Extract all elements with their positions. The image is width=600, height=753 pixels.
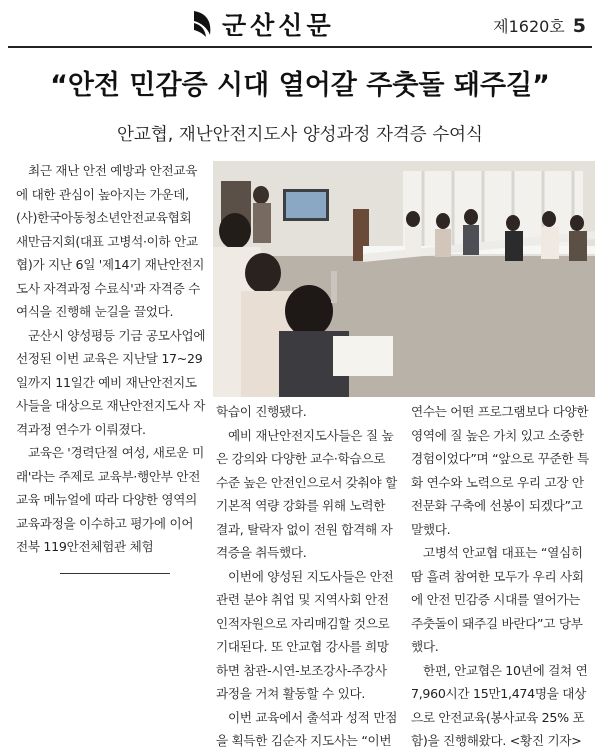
article-column-3	[411, 400, 593, 753]
paragraph: 최근 재난 안전 예방과 안전교육에 대한 관심이 높아지는 가운데, (사)한국아동청소년안전교육협회 새만금지회(대표 고병석·이하 안교협)가 지난 6일 '제14기 재난안전지도사 자격과정 수료식'과 자격증 수여식을 진행해 눈길을 끌었다.	[16, 163, 205, 319]
paragraph: 군산시 양성평등 기금 공모사업에 선정된 이번 교육은 지난달 17~29일까지 11일간 예비 재난안전지도사들을 대상으로 재난안전지도사 자격과정 연수가 이뤄졌다.	[16, 327, 206, 437]
paragraph: 학습이 진행됐다.	[216, 404, 307, 419]
paragraph: 연수는 어떤 프로그램보다 다양한 영역에 질 높은 가치 있고 소중한 경험이었다”며 “앞으로 꾸준한 특화 연수와 노력으로 우리 고장 안전문화 구축에 선봉이 되겠다”고 말했다.	[411, 404, 589, 537]
paragraph: 고병석 안교협 대표는 “열심히 땀 흘려 참여한 모두가 우리 사회에 안전 민감증 시대를 열어가는 주춧돌이 돼주길 바란다”고 당부했다.	[411, 545, 584, 654]
article-subhead: 안교협, 재난안전지도사 양성과정 자격증 수여식	[117, 125, 483, 145]
newspaper-logo-icon	[190, 9, 216, 39]
issue-number: 제1620호	[493, 17, 565, 36]
masthead	[0, 0, 600, 48]
paragraph: 교육은 '경력단절 여성, 새로운 미래'라는 주제로 교육부·행안부 안전교육 메뉴얼에 따라 다양한 영역의 교육과정을 이수하고 평가에 이어 전북 119안전체험관 체험	[16, 445, 204, 554]
article-headline: “안전 민감증 시대 열어갈 주춧돌 돼주길”	[50, 70, 550, 101]
newspaper-name: 군산신문	[222, 11, 335, 40]
issue-info	[493, 14, 586, 37]
paragraph: 이번에 양성된 지도사들은 안전 관련 분야 취업 및 지역사회 안전인적자원으로 자리매김할 것으로 기대된다. 또 안교협 강사를 희망하면 참관-시연-보조강사-주강사 과정을 거쳐 활동할 수 있다.	[216, 568, 394, 701]
article-column-2	[216, 400, 400, 753]
column-end-rule	[60, 573, 170, 574]
paragraph: 한편, 안교협은 10년에 걸쳐 연 7,960시간 15만1,474명을 대상으로 안전교육(봉사교육 25% 포함)을 진행해왔다. <황진 기자>	[411, 662, 588, 748]
masthead-rule	[8, 46, 592, 48]
page-number: 5	[572, 15, 586, 37]
article-column-1	[16, 159, 206, 559]
paragraph: 예비 재난안전지도사들은 질 높은 강의와 다양한 교수·학습으로 수준 높은 안전인으로서 갖춰야 할 기본적 역량 강화를 위해 노력한 결과, 탈락자 없이 전원 합격해 자격증을 취득했다.	[216, 427, 397, 560]
article-photo	[213, 161, 595, 397]
paragraph: 이번 교육에서 출석과 성적 만점을 획득한 김순자 지도사는 “이번	[216, 709, 398, 748]
